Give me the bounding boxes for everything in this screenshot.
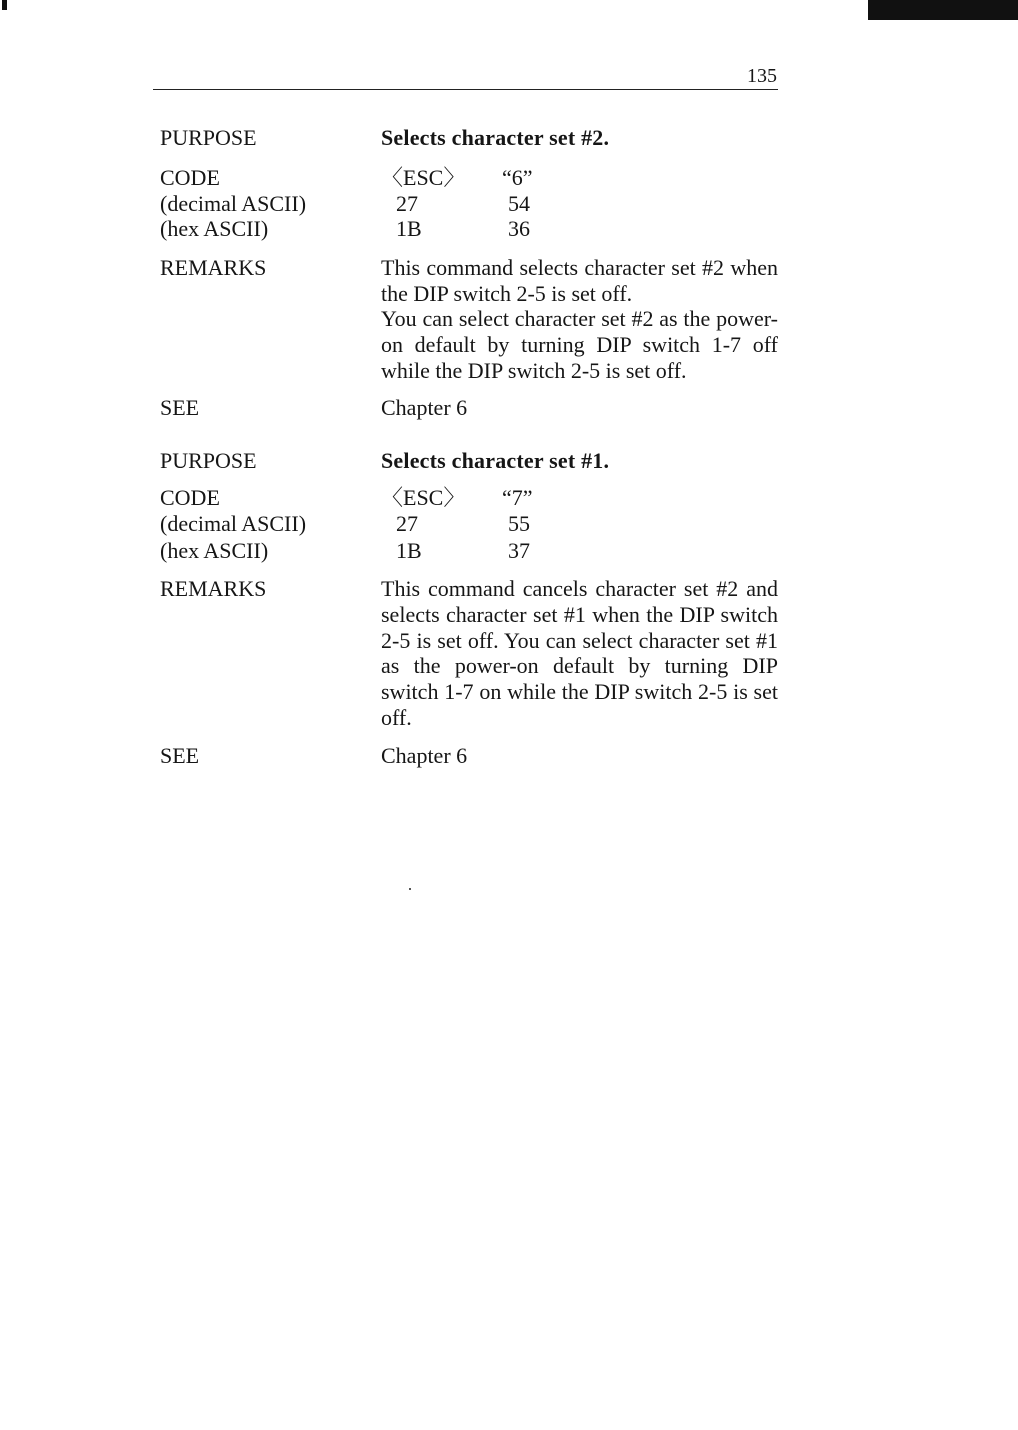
see-reference: Chapter 6 <box>381 743 468 768</box>
see-reference: Chapter 6 <box>381 395 468 420</box>
remarks-paragraph: You can select character set #2 as the power-on default by turning DIP switch 1-7 off while the DIP switch 2-5 is set off. <box>381 306 778 383</box>
decimal-ascii-label: (decimal ASCII) <box>160 511 307 536</box>
purpose-label: PURPOSE <box>160 448 257 473</box>
remarks-label: REMARKS <box>160 255 267 280</box>
scan-speck <box>409 888 411 890</box>
remarks-paragraph: This command selects character set #2 when the DIP switch 2-5 is set off. <box>381 255 778 306</box>
hex-ascii-label: (hex ASCII) <box>160 216 269 241</box>
header-rule <box>153 89 778 90</box>
scan-edge-bar <box>868 0 1018 20</box>
purpose-title: Selects character set #1. <box>381 448 610 473</box>
remarks-paragraph: This command cancels character set #2 and selects character set #1 when the DIP switch 2-5 is set off. You can select character set #1 as the power-on default by turning DIP switch 1-7 on while the DIP switch 2-5 is set off. <box>381 576 778 730</box>
code-char-esc: 〈ESC〉 <box>381 165 466 190</box>
code-hex-value: 37 <box>508 538 530 563</box>
code-decimal-value: 55 <box>508 511 530 536</box>
code-hex-esc: 1B <box>396 216 422 241</box>
page-number: 135 <box>747 65 777 87</box>
decimal-ascii-label: (decimal ASCII) <box>160 191 307 216</box>
code-char-value: “6” <box>502 165 533 190</box>
purpose-label: PURPOSE <box>160 125 257 150</box>
code-hex-esc: 1B <box>396 538 422 563</box>
code-char-value: “7” <box>502 485 533 510</box>
hex-ascii-label: (hex ASCII) <box>160 538 269 563</box>
code-label: CODE <box>160 165 220 190</box>
purpose-title: Selects character set #2. <box>381 125 610 150</box>
code-hex-value: 36 <box>508 216 530 241</box>
code-decimal-esc: 27 <box>396 191 418 216</box>
code-char-esc: 〈ESC〉 <box>381 485 466 510</box>
code-decimal-value: 54 <box>508 191 530 216</box>
scan-mark <box>2 0 7 10</box>
see-label: SEE <box>160 743 200 768</box>
see-label: SEE <box>160 395 200 420</box>
code-label: CODE <box>160 485 220 510</box>
remarks-label: REMARKS <box>160 576 267 601</box>
code-decimal-esc: 27 <box>396 511 418 536</box>
